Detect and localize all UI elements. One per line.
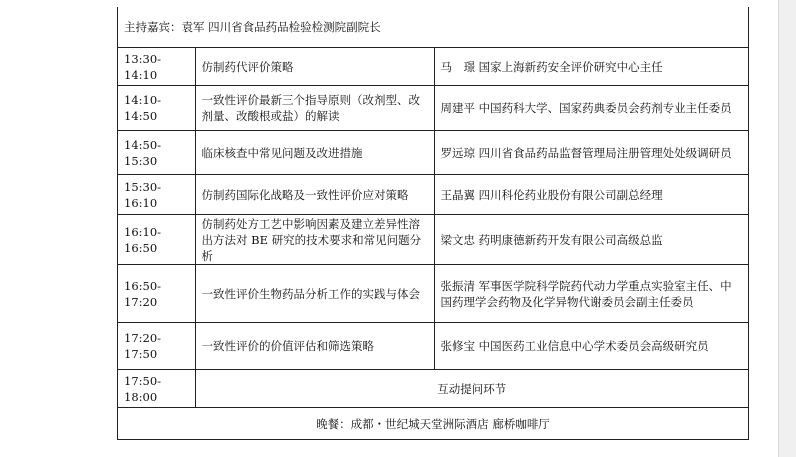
session-time: 17:20-17:50 bbox=[118, 323, 196, 370]
table-row bbox=[118, 86, 749, 131]
table-row bbox=[118, 215, 749, 265]
agenda-table bbox=[117, 7, 749, 440]
host-line: 主持嘉宾：袁军 四川省食品药品检验检测院副院长 bbox=[118, 7, 749, 48]
session-topic: 仿制药处方工艺中影响因素及建立差异性溶出方法对 BE 研究的技术要求和常见问题分析 bbox=[195, 215, 434, 265]
session-speaker: 罗远琼 四川省食品药品监督管理局注册管理处处级调研员 bbox=[434, 131, 748, 175]
session-speaker: 张修宝 中国医药工业信息中心学术委员会高级研究员 bbox=[434, 323, 748, 370]
session-speaker: 周建平 中国药科大学、国家药典委员会药剂专业主任委员 bbox=[434, 86, 748, 131]
table-row bbox=[118, 265, 749, 323]
session-speaker: 马 璟 国家上海新药安全评价研究中心主任 bbox=[434, 48, 748, 86]
session-topic: 临床核查中常见问题及改进措施 bbox=[195, 131, 434, 175]
session-topic: 一致性评价生物药品分析工作的实践与体会 bbox=[195, 265, 434, 323]
table-row bbox=[118, 131, 749, 175]
host-row bbox=[118, 7, 749, 48]
dinner-line: 晚餐：成都・世纪城天堂洲际酒店 廊桥咖啡厅 bbox=[118, 408, 749, 440]
table-row bbox=[118, 175, 749, 215]
session-topic: 一致性评价最新三个指导原则（改剂型、改剂量、改酸根或盐）的解读 bbox=[195, 86, 434, 131]
session-time: 15:30-16:10 bbox=[118, 175, 196, 215]
session-time: 16:50-17:20 bbox=[118, 265, 196, 323]
session-topic: 仿制药代评价策略 bbox=[195, 48, 434, 86]
table-row bbox=[118, 48, 749, 86]
table-row bbox=[118, 323, 749, 370]
session-time: 16:10-16:50 bbox=[118, 215, 196, 265]
session-speaker: 张振清 军事医学院科学院药代动力学重点实验室主任、中国药理学会药物及化学异物代谢委员会副主任委员 bbox=[434, 265, 748, 323]
session-time: 13:30-14:10 bbox=[118, 48, 196, 86]
session-speaker: 王晶翼 四川科伦药业股份有限公司副总经理 bbox=[434, 175, 748, 215]
session-topic: 仿制药国际化战略及一致性评价应对策略 bbox=[195, 175, 434, 215]
session-topic: 一致性评价的价值评估和筛选策略 bbox=[195, 323, 434, 370]
session-time: 14:50-15:30 bbox=[118, 131, 196, 175]
session-time: 14:10-14:50 bbox=[118, 86, 196, 131]
page-edge bbox=[778, 0, 796, 457]
session-speaker: 梁文忠 药明康德新药开发有限公司高级总监 bbox=[434, 215, 748, 265]
dinner-row bbox=[118, 408, 749, 440]
interactive-row bbox=[118, 370, 749, 408]
session-time: 17:50-18:00 bbox=[118, 370, 196, 408]
interactive-label: 互动提问环节 bbox=[195, 370, 748, 408]
